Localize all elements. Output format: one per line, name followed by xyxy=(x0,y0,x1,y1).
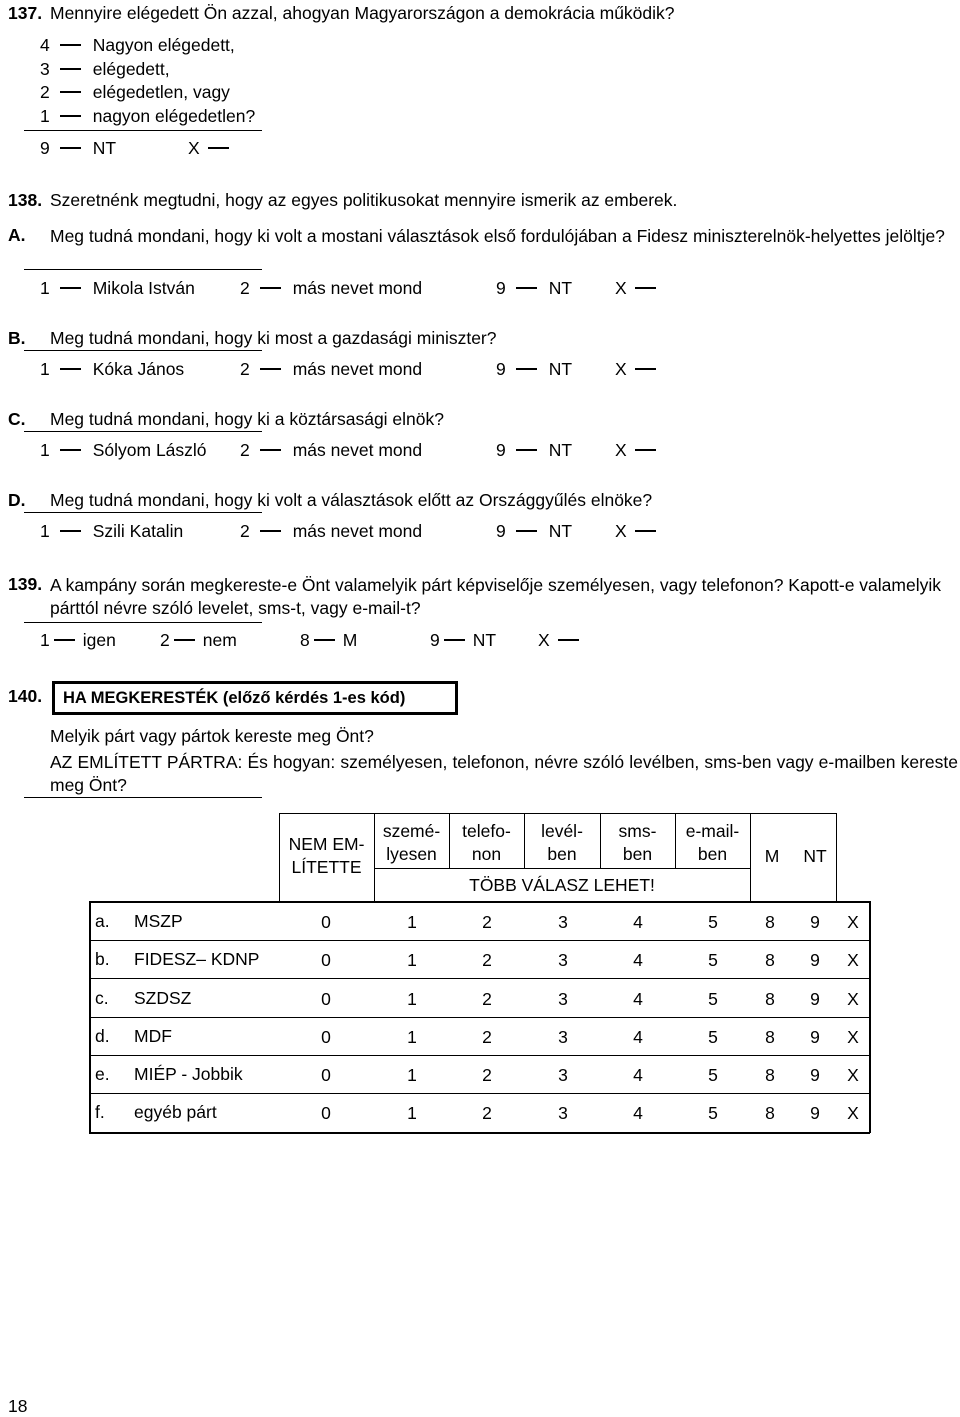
code-cell[interactable]: 1 xyxy=(407,1027,417,1047)
col-sms: sms- ben xyxy=(618,821,657,864)
q138d-answer-name[interactable]: 1 Szili Katalin xyxy=(40,521,184,541)
q139-option-yes[interactable]: 1 igen xyxy=(40,630,116,650)
q138a-letter: A. xyxy=(8,225,26,245)
code-cell[interactable]: 9 xyxy=(810,1027,820,1047)
code-cell[interactable]: 4 xyxy=(633,1103,643,1123)
col-phone: telefo- non xyxy=(462,821,511,864)
code-cell[interactable]: 5 xyxy=(708,1027,718,1047)
q139-option-x[interactable]: X xyxy=(538,630,591,651)
code-cell[interactable]: 8 xyxy=(765,1027,775,1047)
code-cell[interactable]: 5 xyxy=(708,950,718,970)
code-cell[interactable]: 8 xyxy=(765,950,775,970)
multiple-answers-note: TÖBB VÁLASZ LEHET! xyxy=(469,875,655,895)
col-not-mentioned: NEM EM- LÍTETTE xyxy=(288,834,365,877)
code-cell[interactable]: 9 xyxy=(810,1065,820,1085)
q138b-letter: B. xyxy=(8,328,26,348)
q138a-answer-name[interactable]: 1 Mikola István xyxy=(40,278,195,298)
q139-option-no[interactable]: 2 nem xyxy=(160,630,237,650)
party-name: MIÉP - Jobbik xyxy=(134,1064,243,1084)
party-name: MDF xyxy=(134,1026,172,1046)
code-cell[interactable]: 5 xyxy=(708,1103,718,1123)
divider xyxy=(24,622,262,623)
col-letter: levél- ben xyxy=(541,821,583,864)
q138c-answer-other[interactable]: 2 más nevet mond xyxy=(240,440,423,460)
q138a-answer-other[interactable]: 2 más nevet mond xyxy=(240,278,423,298)
code-cell[interactable]: 2 xyxy=(482,950,492,970)
code-cell[interactable]: 2 xyxy=(482,1103,492,1123)
party-name: egyéb párt xyxy=(134,1102,217,1122)
code-cell[interactable]: 4 xyxy=(633,912,643,932)
code-cell[interactable]: X xyxy=(847,912,859,932)
code-cell[interactable]: 0 xyxy=(321,989,331,1009)
code-cell[interactable]: 2 xyxy=(482,1027,492,1047)
col-nt: NT xyxy=(803,846,827,866)
q138a-answer-nt[interactable]: 9 NT xyxy=(496,278,573,298)
q138b-question: Meg tudná mondani, hogy ki most a gazdasági miniszter? xyxy=(50,328,497,348)
divider xyxy=(24,350,262,351)
q138d-question: Meg tudná mondani, hogy ki volt a választások előtt az Országgyűlés elnöke? xyxy=(50,490,653,510)
code-cell[interactable]: 0 xyxy=(321,1065,331,1085)
q138d-answer-x[interactable]: X xyxy=(615,521,668,542)
code-cell[interactable]: 2 xyxy=(482,1065,492,1085)
code-cell[interactable]: 3 xyxy=(558,1103,568,1123)
code-cell[interactable]: 0 xyxy=(321,1103,331,1123)
divider xyxy=(24,797,262,798)
divider xyxy=(24,512,262,513)
q138-intro: Szeretnénk megtudni, hogy az egyes politikusokat mennyire ismerik az emberek. xyxy=(50,190,678,210)
code-cell[interactable]: 1 xyxy=(407,1065,417,1085)
code-cell[interactable]: X xyxy=(847,989,859,1009)
code-cell[interactable]: X xyxy=(847,1065,859,1085)
q138a-answer-x[interactable]: X xyxy=(615,278,668,299)
code-cell[interactable]: 9 xyxy=(810,989,820,1009)
q137-option[interactable]: 4 Nagyon elégedett, xyxy=(40,35,235,55)
code-cell[interactable]: 1 xyxy=(407,912,417,932)
q138b-answer-x[interactable]: X xyxy=(615,359,668,380)
q139-option-m[interactable]: 8 M xyxy=(300,630,358,650)
code-cell[interactable]: 1 xyxy=(407,989,417,1009)
code-cell[interactable]: 1 xyxy=(407,950,417,970)
code-cell[interactable]: 5 xyxy=(708,989,718,1009)
code-cell[interactable]: 3 xyxy=(558,950,568,970)
row-letter: c. xyxy=(95,988,109,1008)
code-cell[interactable]: 8 xyxy=(765,912,775,932)
row-letter: e. xyxy=(95,1064,110,1084)
col-m: M xyxy=(764,846,780,866)
code-cell[interactable]: 0 xyxy=(321,950,331,970)
code-cell[interactable]: 0 xyxy=(321,1027,331,1047)
q137-option[interactable]: 2 elégedetlen, vagy xyxy=(40,82,230,102)
code-cell[interactable]: 3 xyxy=(558,989,568,1009)
row-letter: a. xyxy=(95,911,110,931)
code-cell[interactable]: 8 xyxy=(765,1103,775,1123)
code-cell[interactable]: 3 xyxy=(558,1027,568,1047)
q137-question: Mennyire elégedett Ön azzal, ahogyan Magyarországon a demokrácia működik? xyxy=(50,3,675,23)
row-letter: d. xyxy=(95,1026,110,1046)
q138b-answer-other[interactable]: 2 más nevet mond xyxy=(240,359,423,379)
q137-number: 137. xyxy=(8,3,43,23)
q138d-answer-nt[interactable]: 9 NT xyxy=(496,521,573,541)
code-cell[interactable]: 9 xyxy=(810,950,820,970)
code-cell[interactable]: X xyxy=(847,950,859,970)
code-cell[interactable]: 4 xyxy=(633,989,643,1009)
q138-number: 138. xyxy=(8,190,43,210)
q138a-question: Meg tudná mondani, hogy ki volt a mostani választások első fordulójában a Fidesz miniszterelnök-helyettes jelöltje? xyxy=(50,226,945,246)
q139-question: A kampány során megkereste-e Önt valamelyik párt képviselője személyesen, vagy telefonon? Kapott-e valamelyik párttól névre szóló levelet, sms-t, vagy e-mail-t? xyxy=(50,575,941,618)
filter-instruction: HA MEGKERESTÉK (előző kérdés 1-es kód) xyxy=(63,689,406,707)
code-cell[interactable]: 4 xyxy=(633,1027,643,1047)
code-cell[interactable]: 9 xyxy=(810,1103,820,1123)
code-cell[interactable]: X xyxy=(847,1027,859,1047)
q138c-answer-name[interactable]: 1 Sólyom László xyxy=(40,440,207,460)
divider xyxy=(24,269,262,270)
code-cell[interactable]: 4 xyxy=(633,1065,643,1085)
q138c-question: Meg tudná mondani, hogy ki a köztársasági elnök? xyxy=(50,409,444,429)
q137-option[interactable]: 1 nagyon elégedetlen? xyxy=(40,106,256,126)
code-cell[interactable]: 5 xyxy=(708,1065,718,1085)
code-cell[interactable]: 8 xyxy=(765,989,775,1009)
q139-option-nt[interactable]: 9 NT xyxy=(430,630,497,650)
q138d-letter: D. xyxy=(8,490,26,510)
q138b-answer-name[interactable]: 1 Kóka János xyxy=(40,359,185,379)
code-cell[interactable]: 9 xyxy=(810,912,820,932)
code-cell[interactable]: 8 xyxy=(765,1065,775,1085)
row-letter: f. xyxy=(95,1102,105,1122)
q138b-answer-nt[interactable]: 9 NT xyxy=(496,359,573,379)
filter-box xyxy=(52,681,458,715)
code-cell[interactable]: 1 xyxy=(407,1103,417,1123)
q140-followup: AZ EMLÍTETT PÁRTRA: És hogyan: személyesen, telefonon, névre szóló levélben, sms-ben vagy e-mailben kereste meg Önt? xyxy=(50,752,958,795)
q137-x-option[interactable]: X xyxy=(188,138,241,159)
col-email: e-mail- ben xyxy=(685,821,740,864)
code-cell[interactable]: 3 xyxy=(558,912,568,932)
page-number: 18 xyxy=(8,1396,28,1416)
code-cell[interactable]: 2 xyxy=(482,989,492,1009)
q139-number: 139. xyxy=(8,574,43,594)
code-cell[interactable]: 0 xyxy=(321,912,331,932)
q137-option[interactable]: 3 elégedett, xyxy=(40,59,170,79)
q138c-answer-nt[interactable]: 9 NT xyxy=(496,440,573,460)
q137-nt-option[interactable]: 9 NT xyxy=(40,138,117,158)
row-letter: b. xyxy=(95,949,110,969)
code-cell[interactable]: 2 xyxy=(482,912,492,932)
q140-question: Melyik párt vagy pártok kereste meg Önt? xyxy=(50,726,374,746)
party-name: FIDESZ– KDNP xyxy=(134,949,260,969)
party-name: SZDSZ xyxy=(134,988,192,1008)
code-cell[interactable]: 4 xyxy=(633,950,643,970)
code-cell[interactable]: 5 xyxy=(708,912,718,932)
q138d-answer-other[interactable]: 2 más nevet mond xyxy=(240,521,423,541)
party-name: MSZP xyxy=(134,911,183,931)
col-personal: szemé- lyesen xyxy=(382,821,441,864)
code-cell[interactable]: 3 xyxy=(558,1065,568,1085)
q140-number: 140. xyxy=(8,686,43,706)
divider xyxy=(24,130,262,131)
q138c-answer-x[interactable]: X xyxy=(615,440,668,461)
divider xyxy=(24,431,262,432)
code-cell[interactable]: X xyxy=(847,1103,859,1123)
q138c-letter: C. xyxy=(8,409,26,429)
